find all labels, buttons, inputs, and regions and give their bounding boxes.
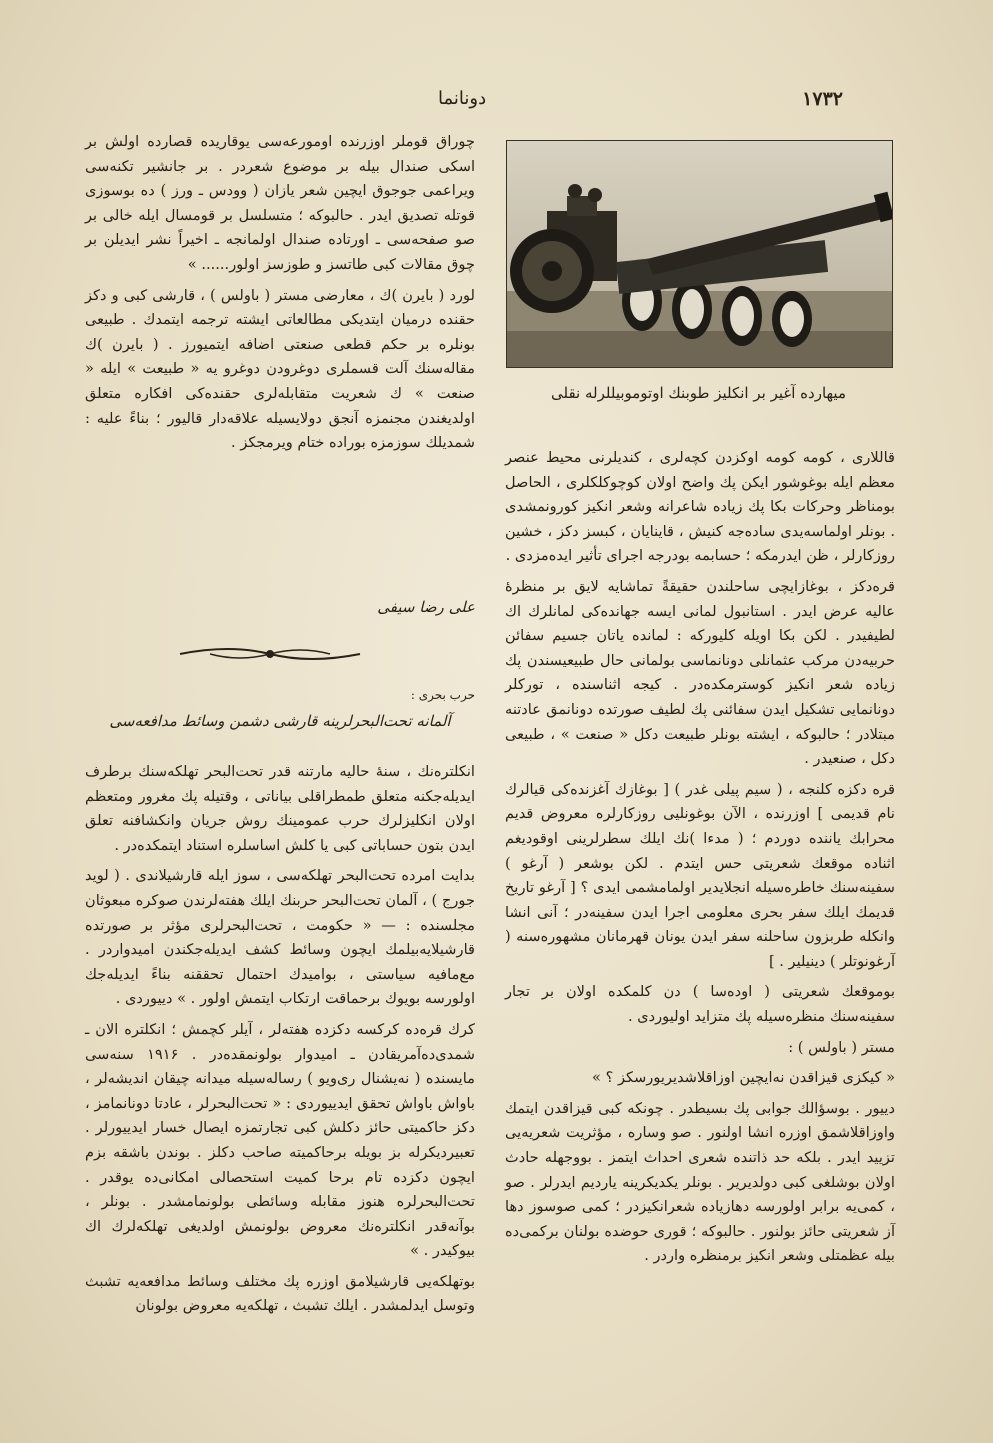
right-column bbox=[505, 446, 895, 1269]
decorative-divider-icon bbox=[170, 640, 370, 668]
paragraph: « کیکزی قیزاقدن نه‌ایچین اوزاقلاشدیریورسکز ؟ » bbox=[592, 1069, 895, 1087]
paragraph: انکلترەنك ، سنهٔ حالیه مارتنه قدر تحت‌البحر تهلکه‌سنك برطرف ایدیله‌جکنه متعلق طمطراقلی بیاناتی ، وقتیله پك مغرور ومتعظم اولان انکلیزلرك حرب عمومینك روش جریان وانکشافنه تعلق ایدن بتون حساباتی کبی یا کلش اساسلره استناد ایتمکده‌در . bbox=[85, 763, 475, 854]
page-header bbox=[0, 86, 993, 122]
paragraph: چوراق قوملر اوزرنده اومورعه‌سی یوقاریده قصارده اولش بر اسکی صندال بیله بر موضوع شعردر . بر جانشیر تکنه‌سی ویراعمی جوجوق ایچین شعر یازان ( وودس ـ ورز ) ده بوسوزی قوتله تصدیق ایدر . حالبوکه ؛ متسلسل بر قومسال ایله خالی بر صو صفحه‌سی ـ اورتاده صندال اولمانجه ـ اخیراً نشر ایدیلن بر چوق مقالات کبی طاتسز و طوزسز اولور...... » bbox=[85, 133, 475, 273]
section-tag: حرب بحری : bbox=[410, 688, 475, 702]
page-number: ١٧٣٢ bbox=[802, 88, 843, 110]
paragraph: لورد ( بایرن )ك ، معارضی مستر ( باولس ) ، قارشی کبی و دکز حقنده درمیان ایتدیکی مطالعاتی ایشته ترجمه ایتمدك . طبیعی بونلره بر حکم قطعی صنعتی اضافه ایتمیورز . ( بایرن )ك مقاله‌سنك آلت قسملری دوغرودن دوغرو یه « طبیعت » ایله « صنعت » ك شعریت متقابله‌لری حقنده‌کی افکاره متعلق اولدیغندن مجنمزه آنجق دولایسیله علاقه‌دار قالیور ؛ بناءً علیه : شمدیلك سوزمزه بوراده ختام ویرمجکز . bbox=[85, 286, 475, 452]
paragraph: بوموقعك شعریتی ( اوده‌سا ) دن کلمکده اولان بر تجار سفینه‌سنك منظره‌سیله پك متزاید اولیوردی . bbox=[505, 983, 895, 1026]
journal-title: دونانما bbox=[438, 88, 487, 109]
left-column-bottom bbox=[85, 760, 475, 1319]
paragraph: دییور . بوسؤالك جوابی پك بسیطدر . چونکه کبی قیزاقدن ایتمك واوزاقلاشمق اوزره انشا اولنور . صو وساره ، مؤثریت شعریه‌یی تزیید ایدر . بلکه حد ذاتنده شعری احداث ایتمز . بووجهله حادث اولان بوشلغی کبی دولدیریر . بونلر یکدیکرینه یاردیم ایدرلر . صو ، کمی‌یه برابر اولورسه دهازیاده شعرانکیزدر ؛ کمی صوسوز دها آز شعریتی حائز بولنور . حالبوکه ؛ قوری حوضده بولنان برکمی‌ده بیله عظمتلی وشعر انکیز برمنظره واردر . bbox=[505, 1099, 895, 1265]
left-column-top bbox=[85, 130, 475, 456]
section-heading: آلمانه تحت‌البحرلرینه قارشی دشمن وسائط مدافعه‌سی bbox=[109, 712, 451, 730]
paragraph: مستر ( باولس ) : bbox=[788, 1038, 895, 1056]
paragraph: قره دکزه کلنجه ، ( سیم پیلی غدر ) [ بوغازك آغزنده‌کی قیالرك نام قدیمی ] اوزرنده ، الآن بوغونلیی روزکارلره معروض قدیم محرابك یاننده دوردم ؛ ( مدءا )نك ایلك سطرلرینی اوقودیغم اثناده موقعك شعریتی حس ایتدم . لکن بوشعر ( آرغو ) سفینه‌سنك خاطره‌سیله انجلایدیر اولمامشمی ایدی ؟ [ آرغو تاریخ قدیمك ایلك سفر بحری معلومی اجرا ایدن سفینه‌در ؛ آنی انشا وانکله طربزون ساحلنه سفر ایدن یونان قهرمانان مشهوره‌سنه ( آرغونوتلر ) دینیلیر . ] bbox=[505, 780, 895, 970]
artillery-photo-icon bbox=[507, 141, 892, 367]
artillery-photo bbox=[506, 140, 893, 368]
photo-caption: میهارده‌ آغیر بر انکلیز طوبنك اوتوموبیللرله نقلی bbox=[551, 384, 846, 402]
paragraph: قره‌دکز ، بوغازایچی ساحلندن حقیقةً تماشایه لایق بر منظرهٔ عالیه عرض ایدر . استانبول لمانی ایسه جهانده‌کی لمانلرك اك لطیفیدر . لکن بکا اویله کلیورکه : لمانده یاتان جسیم سفائن حربیه‌دن مرکب عثمانلی دونانماسی بولمانی حال طبیعیسندن پك زیاده شعر انکیز کوسترمکده‌در . کیجه اثناسنده‌ ، تورکلر دونانمایی تشکیل ایدن سفائنی پك لطیف صورتده دونانمق عادتنه مبتلادر ؛ حالبوکه ، ایشته بونلر طبیعت دکل « صنعت » ، طبیعی دکل ، صنعیدر . bbox=[505, 577, 895, 768]
paragraph: بوتهلکه‌یی قارشیلامق اوزره پك مختلف وسائط مدافعه‌یه تشبث وتوسل ایدلمشدر . ایلك تشبث ، تهلکه‌یه معروض بولونان bbox=[85, 1272, 475, 1315]
author-signature: علی رضا سیفی bbox=[377, 598, 475, 616]
paragraph: قاللاری ، کومه کومه اوکزدن کچه‌لری ، کندیلرنی محیط عنصر معظم ایله بوغوشور ایکن پك واضح اولان کوچوکلکلری ، الحاصل بومناظر وحرکات بکا پك زیاده شاعرانه وشعر انکیز کورونمشدی . بونلر اولماسه‌یدی ساده‌جه کنیش ، قاینایان ، کبسز دکز ، خشین روزکارلر ، ظن ایدرمکه ؛ حسابمه بودرجه اجرای تأثیر ایده‌مزدی . bbox=[505, 449, 895, 565]
paragraph: بدایت امرده تحت‌البحر تهلکه‌سی ، سوز ایله قارشیلاندی . ( لوید جورج ) ، آلمان تحت‌البحر حربنك ایلك هفته‌لرندن صوکره مبعوثان مجلسنده : — « حکومت ، تحت‌البحرلری مؤثر بر صورتده قارشیلایه‌بیلمك ایچون وسائط کشف ایدیله‌جکندن امیدواردر . مع‌مافیه سیاستی ، بوامیدك احتمال تحققنه بناءً ایدیله‌جك اولورسه بویوك برحماقت ارتکاب ایتمش اولور . » دییوردی . bbox=[85, 867, 475, 1008]
paragraph: کرك قرەده کرکسه دکزده هفته‌لر ، آیلر کچمش ؛ انکلتره الان ـ شمدی‌ده‌آمریقادن ـ امیدوار بولونمقدەدر . ۱۹۱۶ سنه‌سی مایسنده ( نه‌یشنال ری‌ویو ) رساله‌سیله میدانه چیقان اندیشه‌لر ، باواش باواش تحقق ایدییوردی : « تحت‌البحرلر ، عادتا دونانمامز ، دکز حاکمیتی حائز دکلش کبی تجارتمزه ایصال خسار ایدییورلر . تعبیردیکرله بز بویله‌ برحاکمیته صاحب دکلز . بوندن باشقه بزم ایچون دکزده تام برحا کمیت استحصالی امکانی‌ده یوقدر . تحت‌البحرلره هنوز مقابله وسائطی بولونمامشدر . بونلر ، بوآنه‌قدر انکلتره‌نك معروض بولونمش اولدیغی تهلکه‌لرك اك بیوکیدر . » bbox=[85, 1020, 475, 1260]
